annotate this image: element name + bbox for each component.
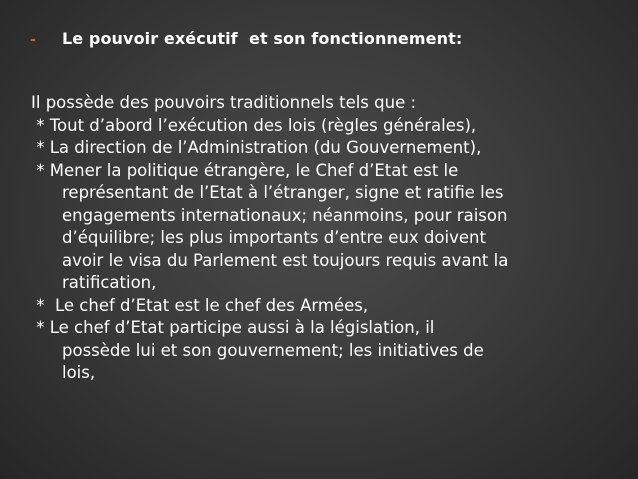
list-item — [31, 160, 631, 295]
slide-heading — [30, 29, 462, 48]
list-item-line: représentant de l’Etat à l’étranger, signe et ratifie les — [62, 183, 504, 202]
list-item-line: ratification, — [62, 273, 157, 292]
list-item-line: * Le chef d’Etat participe aussi à la législation, il — [31, 318, 435, 337]
list-item — [31, 317, 631, 385]
list-item-line: * Mener la politique étrangère, le Chef d’Etat est le — [31, 160, 459, 180]
list-item — [31, 115, 631, 138]
list-item — [31, 295, 631, 318]
list-item-line: * Le chef d’Etat est le chef des Armées, — [31, 295, 369, 315]
list-item-line: avoir le visa du Parlement est toujours requis avant la — [62, 250, 509, 270]
list-item — [31, 137, 631, 160]
list-item-line: possède lui et son gouvernement; les initiatives de — [62, 340, 484, 360]
list-item-line: * La direction de l’Administration (du Gouvernement), — [31, 138, 482, 157]
intro-text: Il possède des pouvoirs traditionnels tels que : — [31, 93, 417, 112]
heading-text: Le pouvoir exécutif et son fonctionnement: — [62, 29, 463, 48]
list-item-line: engagements internationaux; néanmoins, pour raison — [62, 205, 508, 225]
dash-bullet-icon: - — [30, 32, 36, 48]
slide-body — [31, 92, 631, 385]
list-item-line: lois, — [62, 363, 96, 382]
list-item-line: * Tout d’abord l’exécution des lois (règles générales), — [31, 115, 477, 135]
list-item-line: d’équilibre; les plus importants d’entre eux doivent — [62, 228, 486, 247]
